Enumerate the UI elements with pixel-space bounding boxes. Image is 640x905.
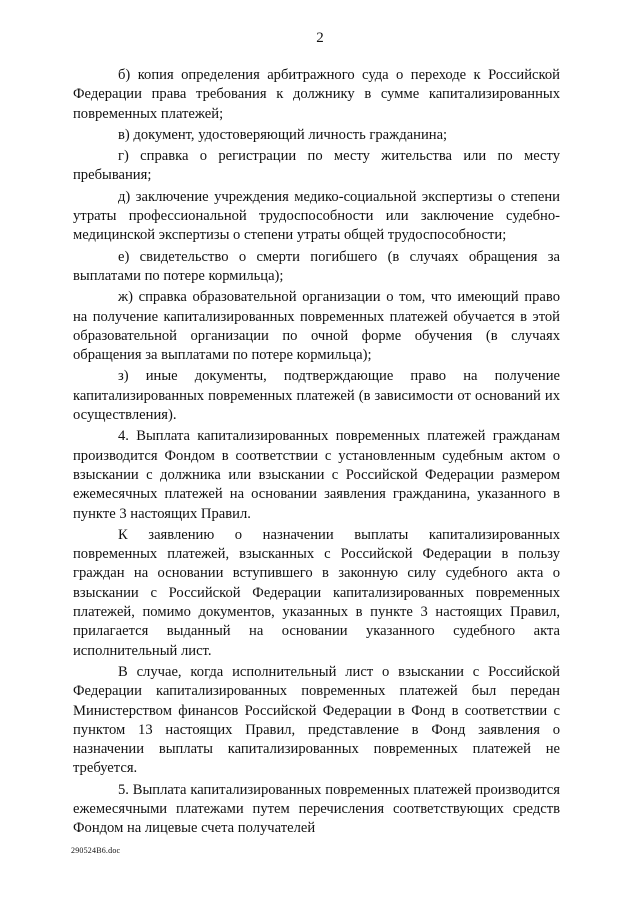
paragraph-v: в) документ, удостоверяющий личность гражданина; — [118, 126, 448, 143]
document-body — [73, 66, 560, 841]
paragraph-application-attachment: К заявлению о назначении выплаты капитализированных повременных платежей, взысканных с Российской Федерации в пользу граждан на основании вступившего в законную силу судебного акта о взыскании с Российской Федерации капитализированных повременных платежей, помимо документов, указанных в пункте 3 настоящих Правил, прилагается выданный на основании указанного судебного акта исполнительный лист. — [73, 526, 560, 659]
paragraph-item-5: 5. Выплата капитализированных повременных платежей производится ежемесячными платежами путем перечисления соответствующих средств Фондом на лицевые счета получателей — [73, 781, 560, 837]
paragraph-z: з) иные документы, подтверждающие право на получение капитализированных повременных платежей (в зависимости от оснований их осуществления). — [73, 368, 560, 424]
paragraph-b: б) копия определения арбитражного суда о переходе к Российской Федерации права требования к должнику в сумме капитализированных повременных платежей; — [73, 67, 560, 122]
paragraph-writ-transfer: В случае, когда исполнительный лист о взыскании с Российской Федерации капитализированных повременных платежей был передан Министерством финансов Российской Федерации в Фонд в соответствии с пунктом 13 настоящих Правил, представление в Фонд заявления о назначении выплаты капитализированных повременных платежей не требуется. — [73, 663, 560, 777]
document-file-code: 290524В6.doc — [71, 846, 121, 855]
page-number: 2 — [316, 30, 324, 46]
paragraph-zh: ж) справка образовательной организации о том, что имеющий право на получение капитализированных повременных платежей обучается в этой образовательной организации по очной форме обучения (в случаях обращения за выплатами по потере кормильца); — [73, 289, 560, 364]
paragraph-item-4: 4. Выплата капитализированных повременных платежей гражданам производится Фондом в соответствии с установленным судебным актом о взыскании с должника или взыскании с Российской Федерации размером ежемесячных платежей на основании заявления гражданина, указанного в пункте 3 настоящих Правил. — [73, 428, 560, 522]
paragraph-d: д) заключение учреждения медико-социальной экспертизы о степени утраты профессиональной трудоспособности или заключение судебно-медицинской экспертизы о степени утраты общей трудоспособности; — [73, 188, 560, 244]
paragraph-e: е) свидетельство о смерти погибшего (в случаях обращения за выплатами по потере кормильца); — [73, 248, 560, 284]
paragraph-g: г) справка о регистрации по месту жительства или по месту пребывания; — [73, 148, 560, 184]
